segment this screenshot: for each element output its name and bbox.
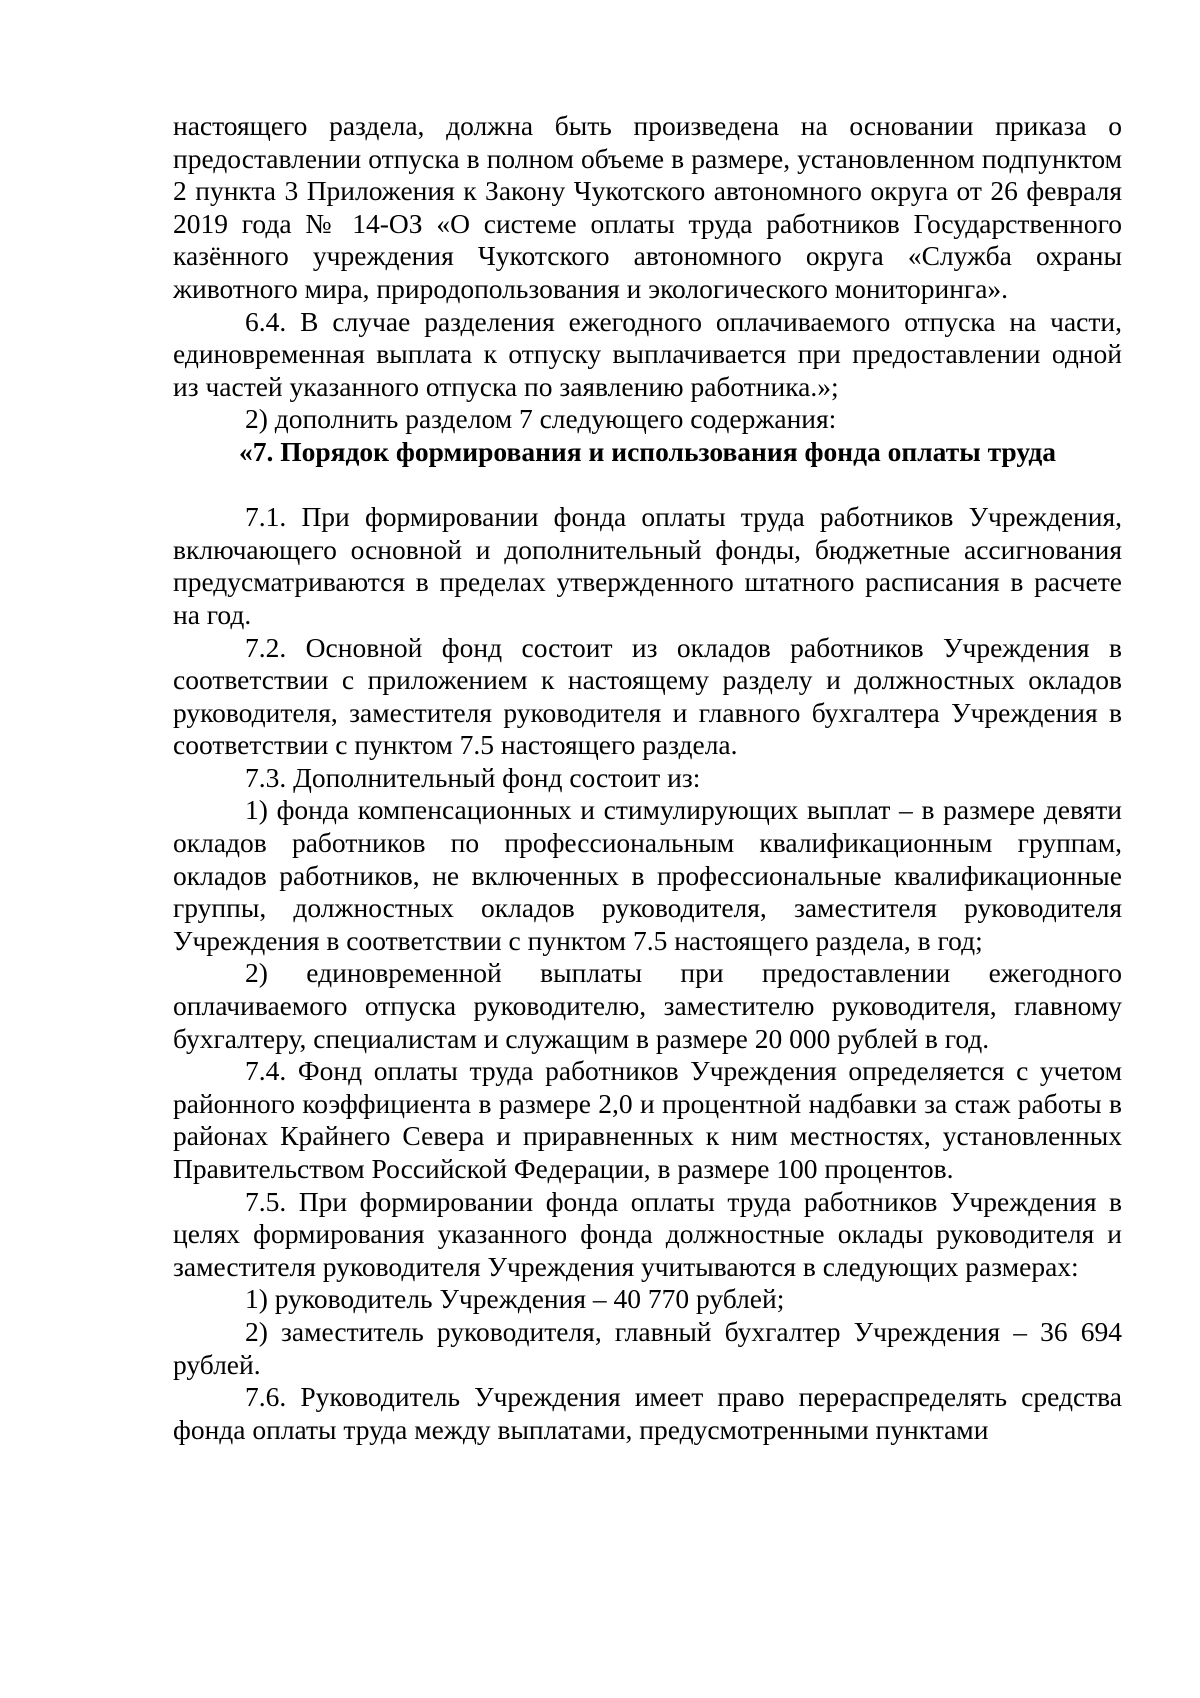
document-page — [173, 110, 1122, 1446]
paragraph-7-3: 7.3. Дополнительный фонд состоит из: — [245, 761, 701, 793]
paragraph-7-1: 7.1. При формировании фонда оплаты труда работников Учреждения, включающего основной и дополнительный фонды, бюджетные ассигнования предусматриваются в пределах утвержденного штатного расписания в расчете на год. — [173, 501, 1122, 630]
paragraph-7-6: 7.6. Руководитель Учреждения имеет право перераспределять средства фонда оплаты труда между выплатами, предусмотренными пунктами — [173, 1381, 1122, 1445]
section-7-heading: «7. Порядок формирования и использования фонда оплаты труда — [238, 435, 1057, 467]
paragraph-7-5: 7.5. При формировании фонда оплаты труда работников Учреждения в целях формирования указанного фонда должностные оклады руководителя и заместителя руководителя Учреждения учитываются в следующих размерах: — [173, 1185, 1122, 1282]
paragraph-7-3-1: 1) фонда компенсационных и стимулирующих выплат – в размере девяти окладов работников по профессиональным квалификационным группам, окладов работников, не включенных в профессиональные квалификационные группы, должностных окладов руководителя, заместителя руководителя Учреждения в соответствии с пунктом 7.5 настоящего раздела, в год; — [173, 794, 1122, 956]
paragraph-7-5-1: 1) руководитель Учреждения – 40 770 рублей; — [245, 1283, 785, 1315]
paragraph-7-5-2: 2) заместитель руководителя, главный бухгалтер Учреждения – 36 694 рублей. — [173, 1315, 1122, 1380]
paragraph-7-4: 7.4. Фонд оплаты труда работников Учреждения определяется с учетом районного коэффициента в размере 2,0 и процентной надбавки за стаж работы в районах Крайнего Севера и приравненных к ним местностях, установленных Правительством Российской Федерации, в размере 100 процентов. — [173, 1055, 1122, 1184]
paragraph-7-3-2: 2) единовременной выплаты при предоставлении ежегодного оплачиваемого отпуска руководителю, заместителю руководителя, главному бухгалтеру, специалистам и служащим в размере 20 000 рублей в год. — [173, 957, 1122, 1054]
paragraph-6-4: 6.4. В случае разделения ежегодного оплачиваемого отпуска на части, единовременная выплата к отпуску выплачивается при предоставлении одной из частей указанного отпуска по заявлению работника.»; — [173, 305, 1122, 402]
paragraph-7-2: 7.2. Основной фонд состоит из окладов работников Учреждения в соответствии с приложением к настоящему разделу и должностных окладов руководителя, заместителя руководителя и главного бухгалтера Учреждения в соответствии с пунктом 7.5 настоящего раздела. — [173, 631, 1122, 761]
paragraph-continuation: настоящего раздела, должна быть произведена на основании приказа о предоставлении отпуска в полном объеме в размере, установленном подпунктом 2 пункта 3 Приложения к Закону Чукотского автономного округа от 26 февраля 2019 года № 14-ОЗ «О системе оплаты труда работников Государственного казённого учреждения Чукотского автономного округа «Служба охраны животного мира, природопользования и экологического мониторинга». — [173, 110, 1122, 304]
paragraph-amendment-2: 2) дополнить разделом 7 следующего содержания: — [245, 403, 837, 435]
